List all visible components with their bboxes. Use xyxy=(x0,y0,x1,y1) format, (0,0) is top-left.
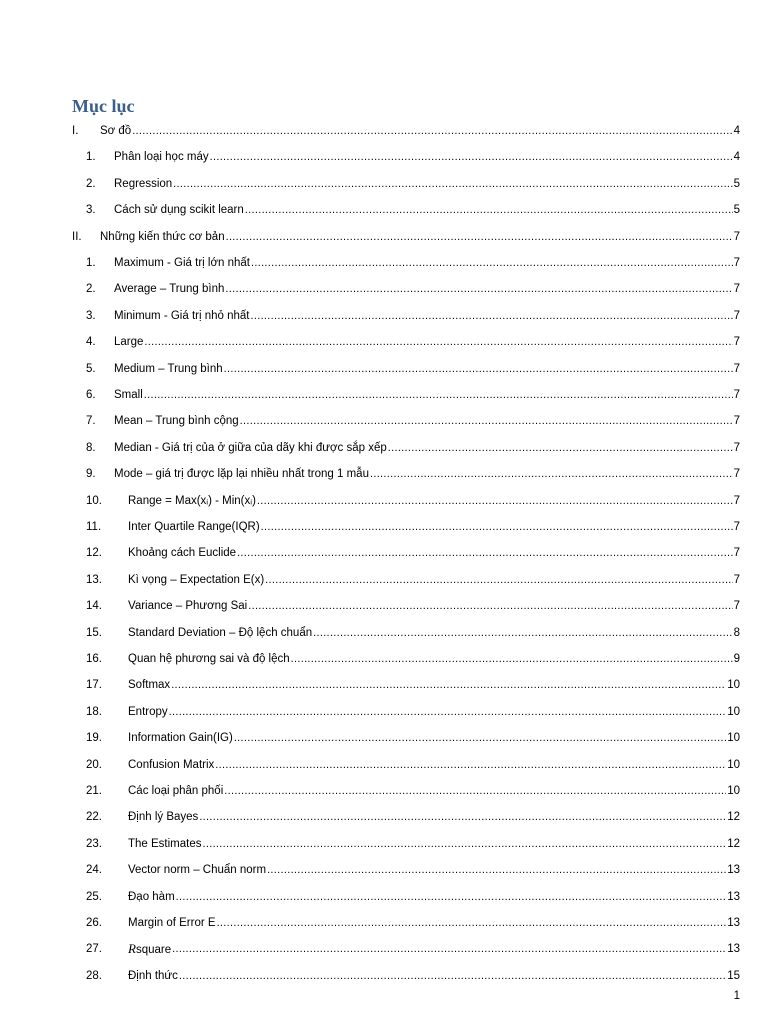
toc-entry-label: Inter Quartile Range(IQR) xyxy=(128,521,260,533)
toc-entry-page: 7 xyxy=(733,230,740,243)
toc-entry-page: 8 xyxy=(733,626,740,639)
toc-entry[interactable] xyxy=(0,884,768,910)
toc-entry-page: 13 xyxy=(727,864,740,877)
toc-dot-leader xyxy=(265,573,732,587)
toc-entry-label: Variance – Phương Sai xyxy=(128,600,248,613)
toc-entry-number: II. xyxy=(72,230,82,243)
toc-dot-leader xyxy=(176,890,727,904)
toc-entry-number: 2. xyxy=(86,177,96,190)
toc-entry-number: 14. xyxy=(86,600,102,613)
toc-entry-label: Margin of Error E xyxy=(128,917,216,929)
toc-dot-leader xyxy=(210,150,733,164)
toc-entry-label: Vector norm – Chuẩn norm xyxy=(128,864,267,877)
toc-entry-page: 4 xyxy=(733,151,740,164)
toc-entry-page: 13 xyxy=(727,943,740,956)
toc-dot-leader xyxy=(251,256,733,270)
toc-entry[interactable] xyxy=(0,963,768,989)
toc-dot-leader xyxy=(172,942,726,956)
toc-entry[interactable] xyxy=(0,250,768,276)
toc-entry-label: Những kiến thức cơ bản xyxy=(100,230,225,243)
toc-entry-label: Phân loại học máy xyxy=(114,151,209,164)
toc-dot-leader xyxy=(171,678,726,692)
toc-dot-leader xyxy=(132,124,732,138)
toc-entry-number: 7. xyxy=(86,415,96,428)
toc-entry-number: 1. xyxy=(86,151,96,164)
toc-entry-number: 6. xyxy=(86,389,96,401)
toc-entry-label: Softmax xyxy=(128,679,171,692)
toc-dot-leader xyxy=(173,177,732,191)
toc-entry-number: 15. xyxy=(86,626,102,639)
toc-dot-leader xyxy=(237,546,733,560)
toc-dot-leader xyxy=(217,916,727,930)
toc-entry-number: I. xyxy=(72,125,79,137)
toc-entry-page: 7 xyxy=(733,257,740,269)
toc-entry-number: 24. xyxy=(86,864,102,877)
toc-dot-leader xyxy=(248,599,732,613)
toc-entry[interactable] xyxy=(0,224,768,250)
toc-dot-leader xyxy=(179,969,726,983)
toc-entry-page: 10 xyxy=(727,785,740,797)
toc-entry-label: Định lý Bayes xyxy=(128,811,199,824)
toc-entry[interactable] xyxy=(0,646,768,672)
toc-entry-label: Minimum - Giá trị nhỏ nhất xyxy=(114,309,250,322)
toc-entry-label: Standard Deviation – Độ lệch chuẩn xyxy=(128,626,313,639)
toc-entry[interactable] xyxy=(0,910,768,936)
toc-entry[interactable] xyxy=(0,620,768,646)
toc-dot-leader xyxy=(291,652,733,666)
toc-entry[interactable] xyxy=(0,171,768,197)
toc-entry-label: Định thức xyxy=(128,969,178,982)
toc-entry[interactable] xyxy=(0,118,768,144)
toc-dot-leader xyxy=(388,441,733,455)
toc-entry-label-prefix: R xyxy=(128,940,136,956)
toc-entry-label: Average – Trung bình xyxy=(114,283,225,296)
toc-entry-page: 9 xyxy=(733,653,740,665)
toc-entry[interactable] xyxy=(0,435,768,461)
toc-entry-label: The Estimates xyxy=(128,837,202,850)
toc-entry-number: 12. xyxy=(86,547,102,560)
toc-entry-label: Median - Giá trị của ở giữa của dãy khi được sắp xếp xyxy=(114,441,387,454)
toc-entry-label: Entropy xyxy=(128,705,168,718)
toc-entry-number: 1. xyxy=(86,257,96,269)
toc-entry-label: Mode – giá trị được lặp lại nhiều nhất trong 1 mẫu xyxy=(114,468,369,481)
toc-entry-label xyxy=(128,942,171,957)
toc-entry[interactable] xyxy=(0,408,768,434)
toc-entry-number: 8. xyxy=(86,441,96,454)
toc-entry[interactable] xyxy=(0,514,768,540)
toc-entry-page: 7 xyxy=(733,547,740,560)
toc-entry-page: 7 xyxy=(733,573,740,586)
toc-entry[interactable] xyxy=(0,699,768,725)
toc-entry-number: 13. xyxy=(86,573,102,586)
toc-entry-number: 10. xyxy=(86,494,102,507)
toc-dot-leader xyxy=(313,626,732,640)
toc-dot-leader xyxy=(370,467,733,481)
toc-entry-page: 12 xyxy=(727,811,740,824)
toc-entry-label: Maximum - Giá trị lớn nhất xyxy=(114,257,250,269)
toc-dot-leader xyxy=(199,810,726,824)
toc-entry-label: Quan hệ phương sai và độ lệch xyxy=(128,653,290,665)
toc-entry-page: 7 xyxy=(733,441,740,454)
toc-entry[interactable] xyxy=(0,804,768,830)
toc-entry-number: 9. xyxy=(86,468,96,481)
toc-entry[interactable] xyxy=(0,356,768,382)
toc-entry-page: 7 xyxy=(733,415,740,428)
toc-dot-leader xyxy=(226,230,733,244)
toc-entry-page: 7 xyxy=(733,468,740,481)
toc-entry-label: Regression xyxy=(114,177,173,190)
toc-entry-page: 7 xyxy=(733,521,740,533)
toc-entry-number: 16. xyxy=(86,653,102,665)
toc-dot-leader xyxy=(215,758,726,772)
toc-entry[interactable] xyxy=(0,303,768,329)
toc-entry-page: 12 xyxy=(727,837,740,850)
toc-entry-label: Các loại phân phối xyxy=(128,785,224,797)
toc-entry-page: 7 xyxy=(733,309,740,322)
toc-dot-leader xyxy=(225,282,732,296)
toc-entry[interactable] xyxy=(0,936,768,962)
toc-entry-page: 15 xyxy=(727,969,740,982)
toc-entry-page: 7 xyxy=(733,362,740,375)
toc-entry-label: Sơ đồ xyxy=(100,125,132,137)
toc-entry-number: 28. xyxy=(86,969,102,982)
toc-entry[interactable] xyxy=(0,725,768,751)
toc-entry-number: 5. xyxy=(86,362,96,375)
toc-dot-leader xyxy=(169,705,727,719)
toc-entry-label: Đạo hàm xyxy=(128,890,175,903)
toc-entry-label: Range = Max(xᵢ) - Min(xᵢ) xyxy=(128,494,256,507)
toc-entry-number: 17. xyxy=(86,679,102,692)
toc-entry-label: Information Gain(IG) xyxy=(128,732,233,745)
toc-dot-leader xyxy=(240,414,733,428)
toc-entry-label: Large xyxy=(114,336,144,349)
toc-entry-label: Khoảng cách Euclide xyxy=(128,547,237,560)
toc-entry-page: 5 xyxy=(733,177,740,190)
toc-entry-label-text: square xyxy=(135,943,172,956)
toc-entry-number: 4. xyxy=(86,336,96,349)
toc-dot-leader xyxy=(234,731,726,745)
toc-entry[interactable] xyxy=(0,276,768,302)
toc-entry-label: Small xyxy=(114,389,143,401)
toc-dot-leader xyxy=(261,520,733,534)
toc-entry-page: 7 xyxy=(733,283,740,296)
toc-dot-leader xyxy=(144,335,732,349)
toc-entry-label: Confusion Matrix xyxy=(128,758,215,771)
toc-entry-number: 2. xyxy=(86,283,96,296)
toc-entry[interactable] xyxy=(0,461,768,487)
toc-entry[interactable] xyxy=(0,540,768,566)
toc-entry[interactable] xyxy=(0,488,768,514)
toc-entry-page: 7 xyxy=(733,600,740,613)
toc-dot-leader xyxy=(224,784,726,798)
toc-entry-page: 7 xyxy=(733,494,740,507)
toc-dot-leader xyxy=(144,388,733,402)
toc-entry[interactable] xyxy=(0,382,768,408)
toc-entry-number: 25. xyxy=(86,890,102,903)
toc-entry-page: 10 xyxy=(727,679,740,692)
toc-entry-page: 10 xyxy=(727,705,740,718)
toc-dot-leader xyxy=(257,494,733,508)
toc-title: Mục lục xyxy=(72,96,135,116)
toc-entry[interactable] xyxy=(0,778,768,804)
toc-entry-page: 5 xyxy=(733,204,740,217)
toc-entry-number: 19. xyxy=(86,732,102,745)
toc-entry-number: 3. xyxy=(86,204,96,217)
toc-entry-page: 4 xyxy=(733,125,740,137)
toc-dot-leader xyxy=(251,309,733,323)
toc-dot-leader xyxy=(267,863,726,877)
toc-entry-page: 7 xyxy=(733,336,740,349)
toc-entry-number: 3. xyxy=(86,309,96,322)
toc-entry[interactable] xyxy=(0,329,768,355)
toc-entry-number: 11. xyxy=(86,521,102,533)
toc-entry[interactable] xyxy=(0,752,768,778)
toc-entry-number: 22. xyxy=(86,811,102,824)
toc-entry[interactable] xyxy=(0,672,768,698)
toc-entry-label: Medium – Trung bình xyxy=(114,362,223,375)
toc-entry-number: 21. xyxy=(86,785,102,797)
toc-entry-label: Mean – Trung bình cộng xyxy=(114,415,239,428)
toc-dot-leader xyxy=(245,203,733,217)
toc-dot-leader xyxy=(224,362,733,376)
toc-entry-label: Cách sử dụng scikit learn xyxy=(114,204,244,217)
toc-entry-page: 13 xyxy=(727,917,740,929)
toc-entry[interactable] xyxy=(0,831,768,857)
toc-entry-number: 23. xyxy=(86,837,102,850)
toc-entry-number: 20. xyxy=(86,758,102,771)
toc-entry-number: 27. xyxy=(86,943,102,956)
toc-entry-page: 13 xyxy=(727,890,740,903)
toc-entry[interactable] xyxy=(0,593,768,619)
toc-entry[interactable] xyxy=(0,197,768,223)
toc-entry[interactable] xyxy=(0,567,768,593)
toc-entry-page: 10 xyxy=(727,758,740,771)
toc-entry-label: Kì vọng – Expectation E(x) xyxy=(128,573,265,586)
toc-entry-page: 7 xyxy=(733,389,740,401)
toc-entry-page: 10 xyxy=(727,732,740,745)
toc-dot-leader xyxy=(203,837,727,851)
toc-entry[interactable] xyxy=(0,144,768,170)
toc-entry-number: 18. xyxy=(86,705,102,718)
page-number: 1 xyxy=(733,990,740,1002)
toc-entry[interactable] xyxy=(0,857,768,883)
toc-entry-number: 26. xyxy=(86,917,102,929)
